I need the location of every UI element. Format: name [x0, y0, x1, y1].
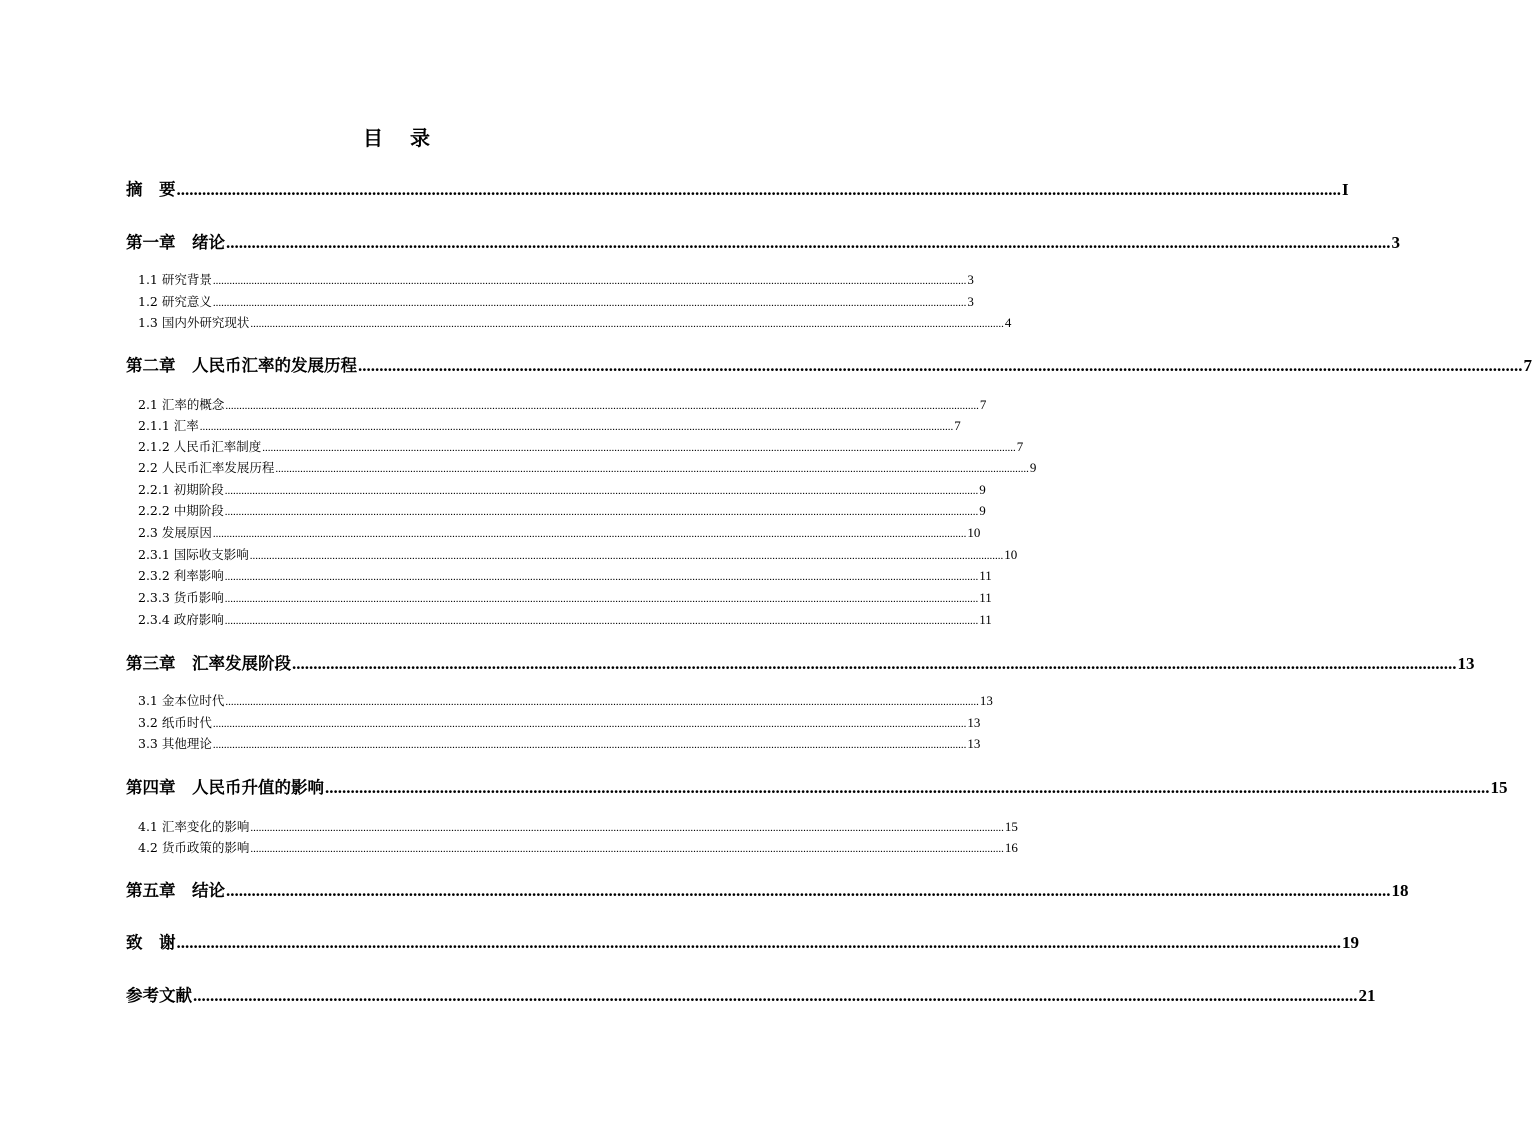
toc-entry-label: 4.1 汇率变化的影响 [138, 819, 250, 834]
toc-dot-leader: .................................................................................................................................................................................................................................................................................. [225, 400, 979, 412]
toc-section-entry[interactable] [138, 817, 1018, 835]
toc-entry-label: 参考文献 [126, 986, 192, 1005]
toc-dot-leader: .................................................................................................................................................................................................................................................................................. [212, 718, 967, 730]
toc-entry-label: 摘 要 [126, 180, 176, 199]
toc-dot-leader: .................................................................................................................................................................................................................................................................................. [250, 318, 1004, 330]
toc-entry-label: 3.3 其他理论 [138, 736, 212, 751]
toc-page-number: 13 [979, 693, 993, 708]
toc-section-entry[interactable] [138, 523, 981, 541]
toc-entry-label: 第三章 汇率发展阶段 [126, 654, 291, 673]
toc-entry-label: 2.1.2 人民币汇率制度 [138, 439, 262, 454]
toc-chapter-entry[interactable] [126, 229, 1400, 253]
toc-page-number: 3 [967, 294, 974, 309]
toc-entry-label: 2.3.1 国际收支影响 [138, 547, 249, 562]
toc-page-number: 15 [1004, 819, 1018, 834]
toc-dot-leader: .................................................................................................................................................................................................................................................................................. [224, 506, 979, 518]
toc-chapter-entry[interactable] [126, 352, 1532, 376]
toc-section-entry[interactable] [138, 313, 1012, 331]
toc-chapter-entry[interactable] [126, 774, 1508, 798]
toc-dot-leader: .................................................................................................................................................................................................................................................................................. [224, 615, 979, 627]
toc-page-number: 13 [967, 736, 981, 751]
toc-page-number: 7 [1016, 439, 1024, 454]
toc-entry-label: 2.2.1 初期阶段 [138, 482, 224, 497]
toc-page-number: 10 [967, 525, 981, 540]
toc-dot-leader: .................................................................................................................................................................................................................................................................................. [199, 421, 954, 433]
toc-page-number: 3 [967, 272, 974, 287]
toc-section-entry[interactable] [138, 838, 1018, 856]
toc-entry-label: 2.2.2 中期阶段 [138, 503, 224, 518]
toc-chapter-entry[interactable] [126, 929, 1359, 953]
toc-section-entry[interactable] [138, 734, 981, 752]
toc-page-number: 9 [979, 503, 986, 518]
toc-section-entry[interactable] [138, 691, 993, 709]
toc-section-entry[interactable] [138, 501, 986, 519]
toc-page-number: 4 [1004, 315, 1012, 330]
toc-entry-label: 4.2 货币政策的影响 [138, 840, 250, 855]
toc-entry-label: 第一章 绪论 [126, 233, 225, 252]
toc-section-entry[interactable] [138, 545, 1018, 563]
toc-chapter-entry[interactable] [126, 650, 1475, 674]
page-title: 目 录 [363, 126, 440, 150]
toc-chapter-entry[interactable] [126, 877, 1409, 901]
toc-page-number: 7 [954, 418, 961, 433]
toc-dot-leader: .................................................................................................................................................................................................................................................................................. [212, 528, 967, 540]
toc-dot-leader: .................................................................................................................................................................................................................................................................................. [225, 696, 979, 708]
toc-page-number: 11 [979, 612, 992, 627]
toc-section-entry[interactable] [138, 416, 961, 434]
toc-entry-label: 2.3.2 利率影响 [138, 568, 224, 583]
toc-page-number: 9 [1029, 460, 1037, 475]
toc-section-entry[interactable] [138, 713, 981, 731]
toc-dot-leader: .................................................................................................................................................................................................................................................................................. [226, 233, 1391, 252]
toc-dot-leader: .................................................................................................................................................................................................................................................................................. [249, 550, 1004, 562]
toc-section-entry[interactable] [138, 395, 987, 413]
toc-entry-label: 2.3.3 货币影响 [138, 590, 224, 605]
toc-dot-leader: .................................................................................................................................................................................................................................................................................. [325, 778, 1490, 797]
toc-chapter-entry[interactable] [126, 176, 1349, 200]
toc-dot-leader: .................................................................................................................................................................................................................................................................................. [212, 275, 967, 287]
toc-dot-leader: .................................................................................................................................................................................................................................................................................. [250, 822, 1004, 834]
toc-section-entry[interactable] [138, 270, 974, 288]
toc-page-number: 7 [979, 397, 987, 412]
toc-section-entry[interactable] [138, 566, 992, 584]
toc-entry-label: 致 谢 [126, 933, 176, 952]
toc-dot-leader: .................................................................................................................................................................................................................................................................................. [224, 593, 979, 605]
toc-dot-leader: .................................................................................................................................................................................................................................................................................. [176, 180, 1341, 199]
toc-page-number: 3 [1391, 233, 1400, 252]
toc-entry-label: 第四章 人民币升值的影响 [126, 778, 324, 797]
toc-dot-leader: .................................................................................................................................................................................................................................................................................. [212, 739, 967, 751]
toc-dot-leader: .................................................................................................................................................................................................................................................................................. [224, 485, 979, 497]
toc-page-number: 18 [1391, 881, 1409, 900]
toc-entry-label: 第二章 人民币汇率的发展历程 [126, 356, 357, 375]
toc-section-entry[interactable] [138, 437, 1024, 455]
toc-dot-leader: .................................................................................................................................................................................................................................................................................. [262, 442, 1016, 454]
toc-entry-label: 第五章 结论 [126, 881, 225, 900]
toc-entry-label: 2.3 发展原因 [138, 525, 212, 540]
toc-dot-leader: .................................................................................................................................................................................................................................................................................. [212, 297, 967, 309]
toc-page-number: 9 [979, 482, 986, 497]
toc-entry-label: 2.3.4 政府影响 [138, 612, 224, 627]
toc-entry-label: 2.2 人民币汇率发展历程 [138, 460, 275, 475]
toc-dot-leader: .................................................................................................................................................................................................................................................................................. [193, 986, 1358, 1005]
toc-dot-leader: .................................................................................................................................................................................................................................................................................. [226, 881, 1391, 900]
toc-entry-label: 1.3 国内外研究现状 [138, 315, 250, 330]
toc-entry-label: 3.2 纸币时代 [138, 715, 212, 730]
toc-chapter-entry[interactable] [126, 982, 1376, 1006]
toc-dot-leader: .................................................................................................................................................................................................................................................................................. [275, 463, 1029, 475]
toc-section-entry[interactable] [138, 610, 992, 628]
toc-dot-leader: .................................................................................................................................................................................................................................................................................. [250, 843, 1004, 855]
toc-page-number: 13 [1457, 654, 1475, 673]
toc-page-number: 21 [1358, 986, 1376, 1005]
toc-dot-leader: .................................................................................................................................................................................................................................................................................. [292, 654, 1457, 673]
toc-page-number: 7 [1523, 356, 1532, 375]
toc-dot-leader: .................................................................................................................................................................................................................................................................................. [224, 571, 979, 583]
toc-page-number: 11 [979, 590, 992, 605]
toc-section-entry[interactable] [138, 480, 986, 498]
toc-entry-label: 2.1 汇率的概念 [138, 397, 225, 412]
toc-page-number: 19 [1342, 933, 1359, 952]
toc-dot-leader: .................................................................................................................................................................................................................................................................................. [176, 933, 1341, 952]
toc-page-number: I [1342, 180, 1349, 199]
toc-page-number: 16 [1004, 840, 1018, 855]
toc-page-number: 11 [979, 568, 992, 583]
toc-entry-label: 2.1.1 汇率 [138, 418, 199, 433]
toc-entry-label: 1.1 研究背景 [138, 272, 212, 287]
toc-section-entry[interactable] [138, 458, 1037, 476]
toc-section-entry[interactable] [138, 292, 974, 310]
toc-page-number: 10 [1004, 547, 1018, 562]
toc-entry-label: 1.2 研究意义 [138, 294, 212, 309]
toc-entry-label: 3.1 金本位时代 [138, 693, 225, 708]
toc-page-number: 13 [967, 715, 981, 730]
toc-section-entry[interactable] [138, 588, 992, 606]
toc-page-number: 15 [1490, 778, 1508, 797]
toc-dot-leader: .................................................................................................................................................................................................................................................................................. [358, 356, 1523, 375]
